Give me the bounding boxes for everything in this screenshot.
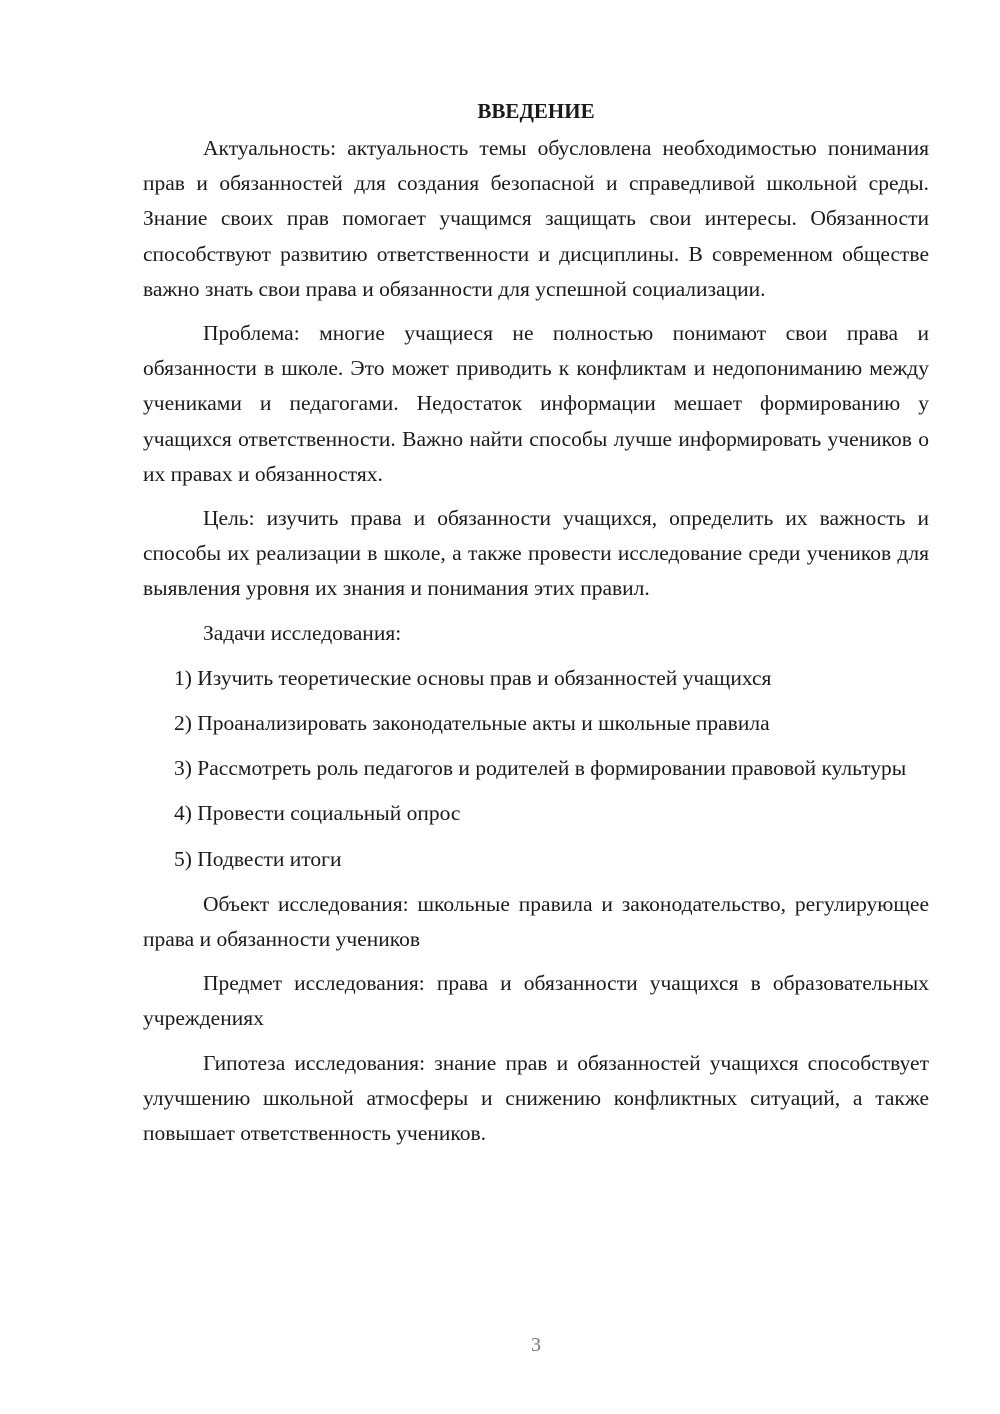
task-item-4: 4) Провести социальный опрос	[174, 801, 461, 826]
paragraph-object: Объект исследования: школьные правила и законодательство, регулирующее права и обязанности учеников	[143, 891, 929, 952]
task-item-1: 1) Изучить теоретические основы прав и обязанностей учащихся	[174, 665, 772, 690]
paragraph-relevance: Актуальность: актуальность темы обусловлена необходимостью понимания прав и обязанностей для создания безопасной и справедливой школьной среды. Знание своих прав помогает учащимся защищать свои интересы. Обязанности способствуют развитию ответственности и дисциплины. В современном обществе важно знать свои права и обязанности для успешной социализации.	[143, 136, 929, 301]
paragraph-hypothesis: Гипотеза исследования: знание прав и обязанностей учащихся способствует улучшению школьной атмосферы и снижению конфликтных ситуаций, а также повышает ответственность учеников.	[143, 1050, 929, 1146]
paragraph-goal: Цель: изучить права и обязанности учащихся, определить их важность и способы их реализации в школе, а также провести исследование среди учеников для выявления уровня их знания и понимания этих правил.	[143, 506, 929, 601]
tasks-list	[143, 661, 929, 877]
tasks-heading: Задачи исследования:	[203, 620, 402, 645]
page-title: ВВЕДЕНИЕ	[477, 99, 595, 123]
page-content	[143, 96, 929, 1160]
page-number: 3	[531, 1334, 541, 1356]
paragraph-subject: Предмет исследования: права и обязанности учащихся в образовательных учреждениях	[143, 971, 929, 1031]
task-item-5: 5) Подвести итоги	[174, 846, 342, 871]
paragraph-problem: Проблема: многие учащиеся не полностью понимают свои права и обязанности в школе. Это может приводить к конфликтам и недопониманию между учениками и педагогами. Недостаток информации мешает формированию у учащихся ответственности. Важно найти способы лучше информировать учеников о их правах и обязанностях.	[143, 321, 929, 486]
task-item-2: 2) Проанализировать законодательные акты и школьные правила	[174, 711, 770, 736]
task-item-3: 3) Рассмотреть роль педагогов и родителей в формировании правовой культуры	[174, 756, 907, 781]
